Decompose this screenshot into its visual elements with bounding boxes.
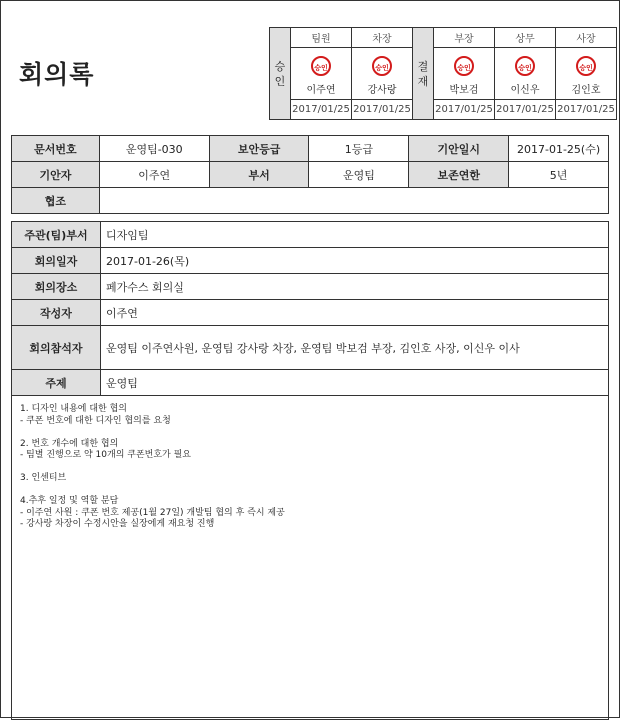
approval-stamp-icon: 승인 bbox=[576, 56, 596, 76]
meeting-body-lines bbox=[20, 404, 600, 531]
meeting-body-line: - 팀별 진행으로 약 10개의 쿠폰번호가 필요 bbox=[20, 450, 191, 460]
draft-date-value: 2017-01-25(수) bbox=[509, 136, 609, 162]
meeting-body-line bbox=[20, 427, 600, 439]
document-info-table bbox=[11, 135, 609, 214]
attendees-value: 운영팀 이주연사원, 운영팀 강사랑 차장, 운영팀 박보검 부장, 김인호 사장, 이신우 이사 bbox=[101, 326, 609, 370]
cooperation-label: 협조 bbox=[12, 188, 100, 214]
approval-stamp-icon: 승인 bbox=[311, 56, 331, 76]
drafter-value: 이주연 bbox=[99, 162, 209, 188]
writer-label: 작성자 bbox=[12, 300, 101, 326]
approval-signer: 박보검 bbox=[449, 84, 479, 96]
department-value: 운영팀 bbox=[309, 162, 409, 188]
approval-group-1-text: 승 인 bbox=[274, 59, 286, 88]
attendees-label: 회의참석자 bbox=[12, 326, 101, 370]
approval-group-2-label bbox=[413, 28, 434, 120]
approval-table bbox=[269, 27, 617, 120]
retention-value: 5년 bbox=[509, 162, 609, 188]
approval-signer: 강사랑 bbox=[367, 84, 397, 96]
retention-label: 보존연한 bbox=[409, 162, 509, 188]
meeting-body-line bbox=[20, 485, 600, 497]
approval-signature bbox=[291, 48, 352, 100]
meeting-body-line: 3. 인센티브 bbox=[20, 473, 67, 483]
meeting-body bbox=[12, 396, 609, 720]
approval-signer: 이주연 bbox=[306, 84, 336, 96]
meeting-place-value: 페가수스 회의실 bbox=[101, 274, 609, 300]
meeting-detail-table bbox=[11, 221, 609, 720]
writer-value: 이주연 bbox=[101, 300, 609, 326]
approval-date: 2017/01/25 bbox=[434, 100, 495, 120]
meeting-body-line bbox=[20, 462, 600, 474]
doc-number-label: 문서번호 bbox=[12, 136, 100, 162]
approval-signature bbox=[434, 48, 495, 100]
department-label: 부서 bbox=[209, 162, 309, 188]
host-dept-value: 디자임팀 bbox=[101, 222, 609, 248]
meeting-date-value: 2017-01-26(목) bbox=[101, 248, 609, 274]
approval-stamp-icon: 승인 bbox=[372, 56, 392, 76]
approval-stamp-icon: 승인 bbox=[454, 56, 474, 76]
approval-role: 팀원 bbox=[291, 28, 352, 48]
approval-date: 2017/01/25 bbox=[556, 100, 617, 120]
approval-role: 사장 bbox=[556, 28, 617, 48]
approval-group-1-label bbox=[270, 28, 291, 120]
approval-date: 2017/01/25 bbox=[352, 100, 413, 120]
meeting-body-line: 1. 디자인 내용에 대한 협의 bbox=[20, 404, 127, 414]
approval-role: 부장 bbox=[434, 28, 495, 48]
cooperation-value bbox=[99, 188, 608, 214]
draft-date-label: 기안일시 bbox=[409, 136, 509, 162]
meeting-body-line: 4.추후 일정 및 역할 분담 bbox=[20, 496, 119, 506]
approval-group-2-text: 결 재 bbox=[417, 59, 429, 88]
security-label: 보안등급 bbox=[209, 136, 309, 162]
meeting-body-line: - 이주연 사원 : 쿠폰 번호 제공(1월 27일) 개발팀 협의 후 즉시 제공 bbox=[20, 507, 285, 518]
security-value: 1등급 bbox=[309, 136, 409, 162]
meeting-date-label: 회의일자 bbox=[12, 248, 101, 274]
approval-signer: 이신우 bbox=[510, 84, 540, 96]
approval-date: 2017/01/25 bbox=[291, 100, 352, 120]
approval-stamp-icon: 승인 bbox=[515, 56, 535, 76]
approval-role: 차장 bbox=[352, 28, 413, 48]
doc-number-value: 운영팀-030 bbox=[99, 136, 209, 162]
approval-signature bbox=[495, 48, 556, 100]
meeting-body-line: 2. 번호 개수에 대한 협의 bbox=[20, 438, 119, 449]
drafter-label: 기안자 bbox=[12, 162, 100, 188]
meeting-body-line: - 강사랑 차장이 수정시안을 실장에게 재요청 진행 bbox=[20, 519, 215, 529]
approval-role: 상무 bbox=[495, 28, 556, 48]
page-title: 회의록 bbox=[19, 60, 95, 89]
subject-value: 운영팀 bbox=[101, 370, 609, 396]
meeting-body-line: - 쿠폰 번호에 대한 디자인 협의를 요청 bbox=[20, 415, 171, 426]
approval-signature bbox=[352, 48, 413, 100]
meeting-place-label: 회의장소 bbox=[12, 274, 101, 300]
approval-date: 2017/01/25 bbox=[495, 100, 556, 120]
subject-label: 주제 bbox=[12, 370, 101, 396]
approval-signature bbox=[556, 48, 617, 100]
host-dept-label: 주관(팀)부서 bbox=[12, 222, 101, 248]
approval-signer: 김인호 bbox=[571, 84, 601, 96]
